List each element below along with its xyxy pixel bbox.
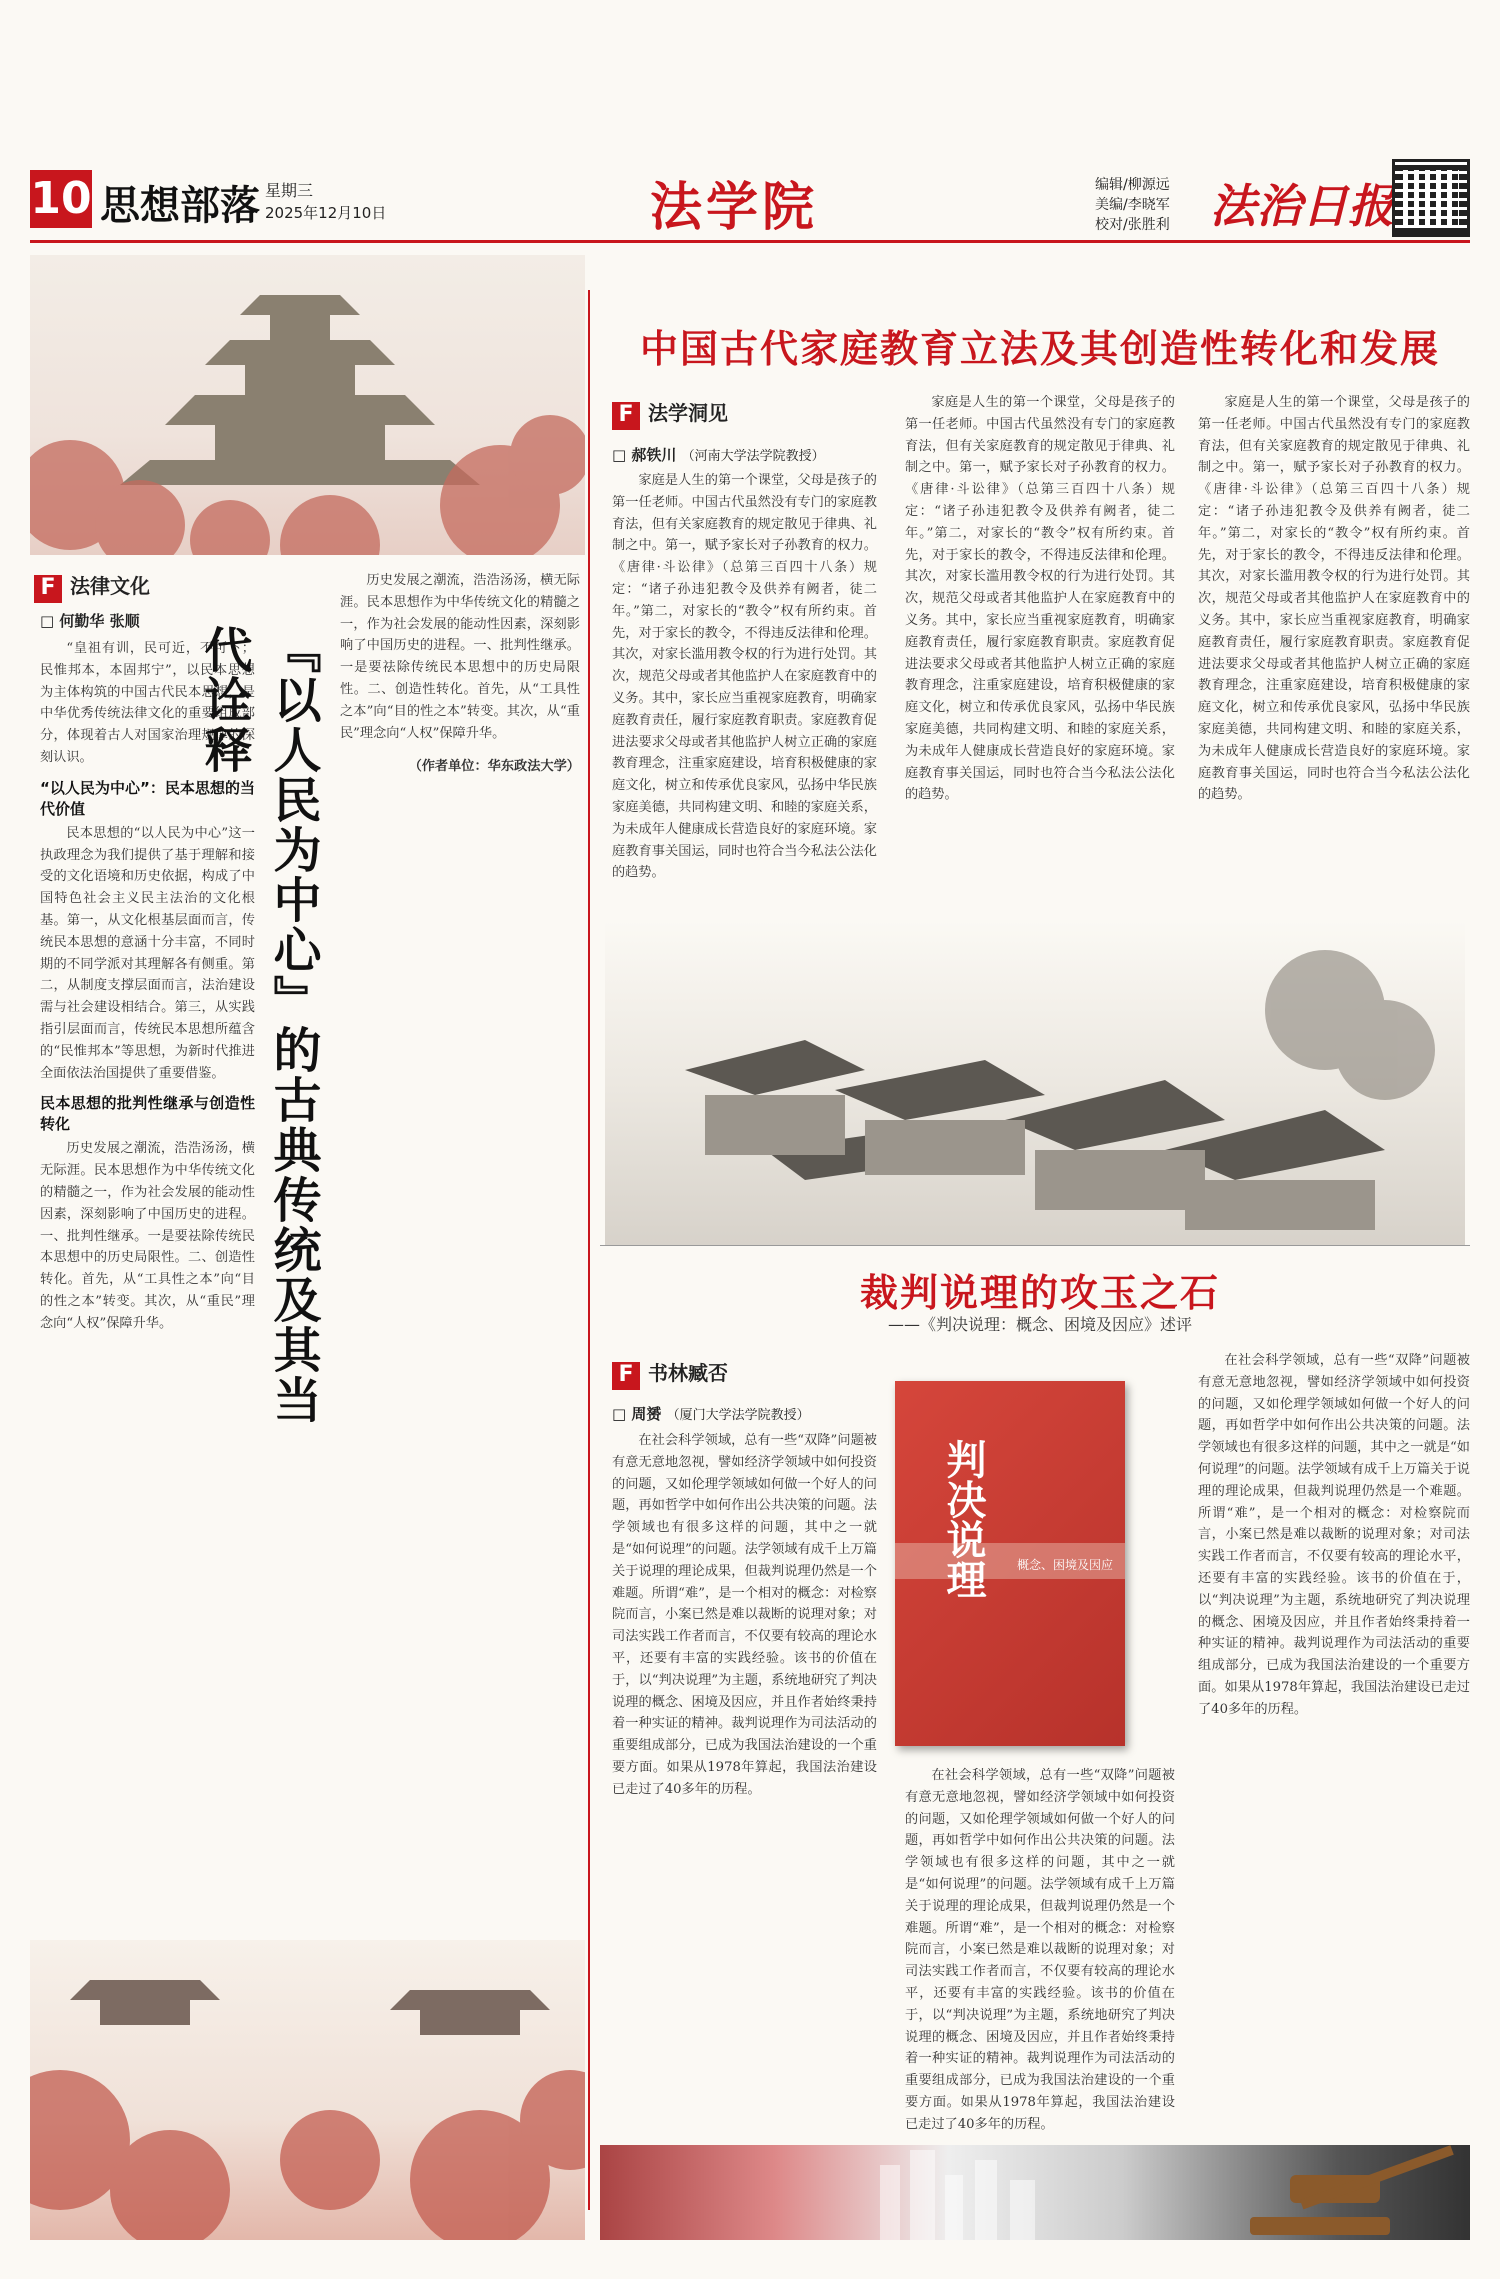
village-drawing bbox=[605, 920, 1465, 1245]
tag-icon: F bbox=[612, 1362, 640, 1390]
column-divider bbox=[588, 290, 590, 2210]
tag-law-culture bbox=[34, 570, 150, 603]
right-bottom-column-2 bbox=[905, 1765, 1175, 2140]
author-affiliation: （厦门大学法学院教授） bbox=[666, 1408, 810, 1423]
body-text: 在社会科学领域，总有一些“双降”问题被有意无意地忽视，譬如经济学领域中如何投资的问题，又如伦理学领域如何做一个好人的问题，再如哲学中如何作出公共决策的问题。法学领域也有很多这样的问题，其中之一就是“如何说理”的问题。法学领域有成千上万篇关于说理的理论成果，但裁判说理仍然是一个难题。所谓“难”，是一个相对的概念：对检察院而言，小案已然是难以裁断的说理对象；对司法实践工作者而言，不仅要有较高的理论水平，还要有丰富的实践经验。该书的价值在于，以“判决说理”为主题，系统地研究了判决说理的概念、困境及因应，并且作者始终秉持着一种实证的精神。裁判说理作为司法活动的重要组成部分，已成为我国法治建设的一个重要方面。如果从1978年算起，我国法治建设已走过了40多年的历程。 bbox=[1198, 1353, 1470, 1717]
body-paragraph-2: 历史发展之潮流，浩浩汤汤，横无际涯。民本思想作为中华传统文化的精髓之一，作为社会发展的能动性因素，深刻影响了中国历史的进程。一、批判性继承。一是要祛除传统民本思想中的历史局限性。二、创造性转化。首先，从“工具性之本”向“目的性之本”转变。其次，从“重民”理念向“人权”保障升华。 bbox=[40, 1141, 255, 1331]
body-text: 在社会科学领域，总有一些“双降”问题被有意无意地忽视，譬如经济学领域中如何投资的问题，又如伦理学领域如何做一个好人的问题，再如哲学中如何作出公共决策的问题。法学领域也有很多这样的问题，其中之一就是“如何说理”的问题。法学领域有成千上万篇关于说理的理论成果，但裁判说理仍然是一个难题。所谓“难”，是一个相对的概念：对检察院而言，小案已然是难以裁断的说理对象；对司法实践工作者而言，不仅要有较高的理论水平，还要有丰富的实践经验。该书的价值在于，以“判决说理”为主题，系统地研究了判决说理的概念、困境及因应，并且作者始终秉持着一种实证的精神。裁判说理作为司法活动的重要组成部分，已成为我国法治建设的一个重要方面。如果从1978年算起，我国法治建设已走过了40多年的历程。 bbox=[905, 1768, 1175, 2132]
body-text: 家庭是人生的第一个课堂，父母是孩子的第一任老师。中国古代虽然没有专门的家庭教育法，但有关家庭教育的规定散见于律典、礼制之中。第一，赋予家长对子孙教育的权力。《唐律·斗讼律》（总第三百四十八条）规定：“诸子孙违犯教令及供养有阙者，徒二年。”第二，对家长的“教令”权有所约束。首先，对于家长的教令，不得违反法律和伦理。其次，对家长滥用教令权的行为进行处罚。其次，规范父母或者其他监护人在家庭教育中的义务。其中，家长应当重视家庭教育，明确家庭教育责任，履行家庭教育职责。家庭教育促进法要求父母或者其他监护人树立正确的家庭教育理念，注重家庭建设，培育积极健康的家庭文化，树立和传承优良家风，弘扬中华民族家庭美德，共同构建文明、和睦的家庭关系，为未成年人健康成长营造良好的家庭环境。家庭教育事关国运，同时也符合当今私法公法化的趋势。 bbox=[612, 473, 877, 881]
newspaper-logo: 法治日报 bbox=[1210, 179, 1394, 233]
issue-date: 2025年12月10日 bbox=[265, 204, 387, 222]
tag-label: 法律文化 bbox=[70, 574, 150, 598]
pagoda-drawing bbox=[30, 255, 585, 555]
weekday: 星期三 bbox=[265, 181, 314, 200]
designer-line: 美编/李晓军 bbox=[1095, 197, 1170, 213]
editor-line: 编辑/柳源远 bbox=[1095, 177, 1170, 193]
subheading-2: 民本思想的批判性继承与创造性转化 bbox=[40, 1094, 255, 1134]
landscape-drawing bbox=[30, 1940, 585, 2240]
subheading-1: “以人民为中心”：民本思想的当代价值 bbox=[40, 778, 255, 818]
right-top-column-3 bbox=[1198, 392, 1470, 967]
section-divider bbox=[600, 1245, 1470, 1246]
tag-icon: F bbox=[612, 402, 640, 430]
author-names: 何勤华 张顺 bbox=[59, 612, 140, 630]
author-byline: □ 郝铁川 （河南大学法学院教授） bbox=[612, 446, 825, 464]
tag-book-review bbox=[612, 1357, 728, 1390]
column-title: 法学院 bbox=[650, 178, 819, 238]
author-affiliation: （作者单位：华东政法大学） bbox=[408, 759, 580, 775]
tag-label: 法学洞见 bbox=[648, 401, 728, 425]
right-bottom-column-3 bbox=[1198, 1350, 1470, 2140]
book-cover-image bbox=[895, 1381, 1125, 1746]
headline-family-education: 中国古代家庭教育立法及其创造性转化和发展 bbox=[639, 327, 1440, 371]
header-rule bbox=[30, 240, 1470, 243]
tag-icon: F bbox=[34, 575, 62, 603]
tag-legal-insight bbox=[612, 397, 728, 430]
body-text: 家庭是人生的第一个课堂，父母是孩子的第一任老师。中国古代虽然没有专门的家庭教育法，但有关家庭教育的规定散见于律典、礼制之中。第一，赋予家长对子孙教育的权力。《唐律·斗讼律》（总第三百四十八条）规定：“诸子孙违犯教令及供养有阙者，徒二年。”第二，对家长的“教令”权有所约束。首先，对于家长的教令，不得违反法律和伦理。其次，对家长滥用教令权的行为进行处罚。其次，规范父母或者其他监护人在家庭教育中的义务。其中，家长应当重视家庭教育，明确家庭教育责任，履行家庭教育职责。家庭教育促进法要求父母或者其他监护人树立正确的家庭教育理念，注重家庭建设，培育积极健康的家庭文化，树立和传承优良家风，弘扬中华民族家庭美德，共同构建文明、和睦的家庭关系，为未成年人健康成长营造良好的家庭环境。家庭教育事关国运，同时也符合当今私法公法化的趋势。 bbox=[1198, 395, 1470, 803]
body-text: 家庭是人生的第一个课堂，父母是孩子的第一任老师。中国古代虽然没有专门的家庭教育法，但有关家庭教育的规定散见于律典、礼制之中。第一，赋予家长对子孙教育的权力。《唐律·斗讼律》（总第三百四十八条）规定：“诸子孙违犯教令及供养有阙者，徒二年。”第二，对家长的“教令”权有所约束。首先，对于家长的教令，不得违反法律和伦理。其次，对家长滥用教令权的行为进行处罚。其次，规范父母或者其他监护人在家庭教育中的义务。其中，家长应当重视家庭教育，明确家庭教育责任，履行家庭教育职责。家庭教育促进法要求父母或者其他监护人树立正确的家庭教育理念，注重家庭建设，培育积极健康的家庭文化，树立和传承优良家风，弘扬中华民族家庭美德，共同构建文明、和睦的家庭关系，为未成年人健康成长营造良好的家庭环境。家庭教育事关国运，同时也符合当今私法公法化的趋势。 bbox=[905, 395, 1175, 803]
section-name: 思想部落 bbox=[100, 183, 260, 229]
gavel-city-illustration bbox=[600, 2145, 1470, 2240]
right-bottom-column-1 bbox=[612, 1430, 877, 2145]
author-name: 周赟 bbox=[631, 1405, 662, 1423]
author-name: 郝铁川 bbox=[631, 446, 677, 464]
body-paragraph-2b: 历史发展之潮流，浩浩汤汤，横无际涯。民本思想作为中华传统文化的精髓之一，作为社会发展的能动性因素，深刻影响了中国历史的进程。一、批判性继承。一是要祛除传统民本思想中的历史局限性。二、创造性转化。首先，从“工具性之本”向“目的性之本”转变。其次，从“重民”理念向“人权”保障升华。 bbox=[340, 573, 580, 741]
left-column-1 bbox=[40, 638, 255, 1923]
gavel-drawing bbox=[600, 2145, 1470, 2240]
author-byline: □ 何勤华 张顺 bbox=[40, 612, 140, 630]
left-column-2 bbox=[340, 570, 580, 1920]
intro-paragraph: “皇祖有训，民可近，不可下；民惟邦本，本固邦宁”，以民本思想为主体构筑的中国古代民本思想，是中华优秀传统法律文化的重要组成部分，体现着古人对国家治理规律的深刻认识。 bbox=[40, 641, 255, 765]
qr-code-pattern bbox=[1403, 170, 1459, 226]
editor-credits bbox=[1095, 175, 1170, 235]
proofreader-line: 校对/张胜利 bbox=[1095, 217, 1170, 233]
author-affiliation: （河南大学法学院教授） bbox=[681, 449, 825, 464]
author-byline: □ 周赟 （厦门大学法学院教授） bbox=[612, 1405, 810, 1423]
body-paragraph-1: 民本思想的“以人民为中心”这一执政理念为我们提供了基于理解和接受的文化语境和历史依据，构成了中国特色社会主义民主法治的文化根基。第一，从文化根基层面而言，传统民本思想的意涵十分丰富，不同时期的不同学派对其理解各有侧重。第二，从制度支撑层面而言，法治建设需与社会建设相结合。第三，从实践指引层面而言，传统民本思想所蕴含的“民惟邦本”等思想，为新时代推进全面依法治国提供了重要借鉴。 bbox=[40, 825, 255, 1081]
tag-label: 书林臧否 bbox=[648, 1361, 728, 1385]
page-number: 10 bbox=[30, 170, 92, 228]
right-top-column-2 bbox=[905, 392, 1175, 967]
vertical-headline: 『以人民为中心』的古典传统及其当代诠释 bbox=[196, 625, 321, 1425]
headline-subtitle: ——《判决说理：概念、困境及因应》述评 bbox=[887, 1315, 1192, 1334]
pagoda-illustration bbox=[30, 255, 585, 555]
book-cover-title: 判决说理 bbox=[940, 1439, 987, 1599]
landscape-illustration bbox=[30, 1940, 585, 2240]
ink-village-illustration bbox=[605, 920, 1465, 1245]
right-top-column-1 bbox=[612, 470, 877, 910]
body-text: 在社会科学领域，总有一些“双降”问题被有意无意地忽视，譬如经济学领域中如何投资的问题，又如伦理学领域如何做一个好人的问题，再如哲学中如何作出公共决策的问题。法学领域也有很多这样的问题，其中之一就是“如何说理”的问题。法学领域有成千上万篇关于说理的理论成果，但裁判说理仍然是一个难题。所谓“难”，是一个相对的概念：对检察院而言，小案已然是难以裁断的说理对象；对司法实践工作者而言，不仅要有较高的理论水平，还要有丰富的实践经验。该书的价值在于，以“判决说理”为主题，系统地研究了判决说理的概念、困境及因应，并且作者始终秉持着一种实证的精神。裁判说理作为司法活动的重要组成部分，已成为我国法治建设的一个重要方面。如果从1978年算起，我国法治建设已走过了40多年的历程。 bbox=[612, 1433, 877, 1797]
headline-judgment-reasoning: 裁判说理的攻玉之石 bbox=[859, 1271, 1220, 1315]
book-cover-subtitle: 概念、困境及因应 bbox=[1017, 1558, 1114, 1572]
